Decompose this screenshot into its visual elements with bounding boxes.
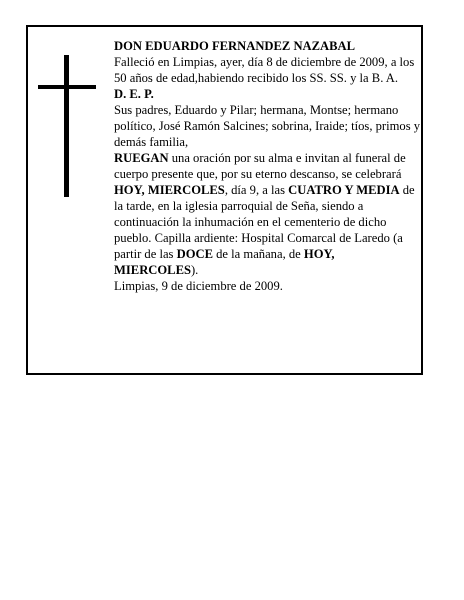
deceased-name: DON EDUARDO FERNANDEZ NAZABAL bbox=[114, 39, 356, 53]
chapel-day: HOY, MIERCOLES bbox=[114, 247, 335, 277]
chapel-hour: DOCE bbox=[176, 247, 213, 261]
rip-initials: D. E. P. bbox=[114, 87, 154, 101]
cross-icon bbox=[64, 55, 69, 197]
request-verb: RUEGAN bbox=[114, 151, 169, 165]
funeral-day: HOY, MIERCOLES bbox=[114, 183, 225, 197]
place-date: Limpias, 9 de diciembre de 2009. bbox=[114, 279, 283, 293]
family-list: Sus padres, Eduardo y Pilar; hermana, Montse; hermano político, José Ramón Salcines; sobrina, Iraide; tíos, primos y demás familia, bbox=[114, 103, 421, 149]
obituary-notice bbox=[26, 25, 423, 375]
funeral-request: RUEGAN una oración por su alma e invitan al funeral de cuerpo presente que, por su eterno descanso, se celebrará HOY, MIERCOLES, día 9, a las CUATRO Y MEDIA de la tarde, en la iglesia parroquial de Seña, siendo a continuación la inhumación en el cementerio de dicho pueblo. Capilla ardiente: Hospital Comarcal de Laredo (a partir de las DOCE de la mañana, de HOY, MIERCOLES). bbox=[114, 151, 415, 277]
notice-text bbox=[114, 38, 422, 294]
cross-icon-bar bbox=[38, 85, 96, 89]
death-statement: Falleció en Limpias, ayer, día 8 de diciembre de 2009, a los 50 años de edad,habiendo recibido los SS. SS. y la B. A. bbox=[114, 55, 415, 85]
funeral-hour: CUATRO Y MEDIA bbox=[288, 183, 400, 197]
